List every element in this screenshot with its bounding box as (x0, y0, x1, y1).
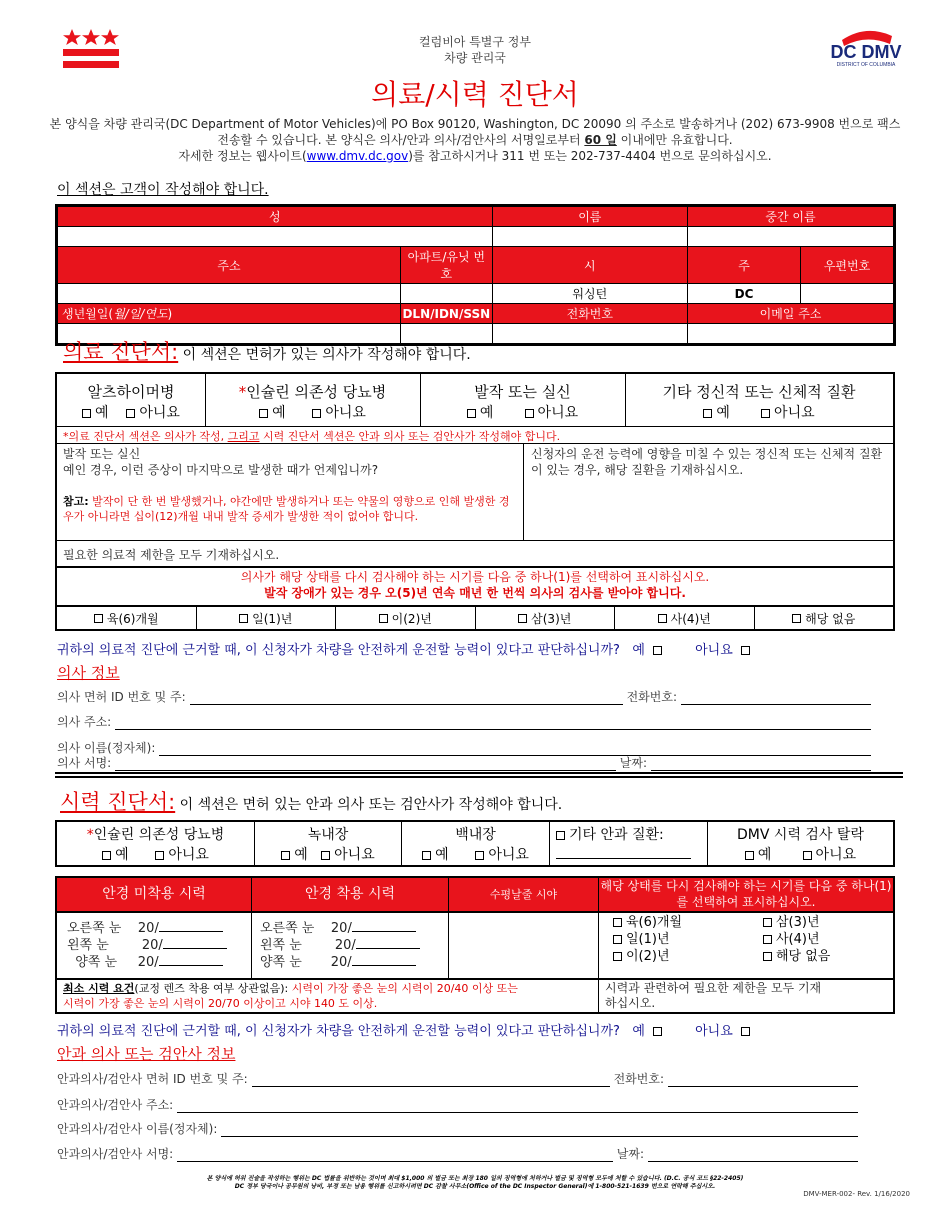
cor-right-prefix: 20/ (330, 921, 352, 936)
glaucoma-no: 아니요 (334, 847, 375, 863)
intro-line-3b: )를 참고하시거나 311 번 또는 202-737-4404 번으로 문의하십시오. (408, 149, 772, 163)
medical-periods (57, 607, 893, 629)
label-phone: 전화번호 (492, 304, 687, 324)
vcond-glaucoma-label: 녹내장 (307, 827, 349, 843)
eye-name-label: 안과의사/검안사 이름(정자체): (57, 1122, 218, 1136)
uncorrected-header: 안경 미착용 시력 (57, 878, 252, 911)
vis-period-5-label: 해당 없음 (776, 949, 831, 964)
unc-left-label: 왼쪽 눈 (67, 938, 109, 953)
email-field[interactable] (688, 324, 895, 345)
min-paren: (교정 렌즈 착용 여부 상관없음): (134, 982, 289, 995)
vcond-fail (708, 822, 893, 865)
doctor-address-row (57, 713, 875, 730)
vision-fit-yes-checkbox[interactable] (653, 1027, 662, 1036)
unc-right-label: 오른쪽 눈 (67, 921, 122, 936)
eye-date-field[interactable] (648, 1149, 858, 1162)
cataract-no-checkbox[interactable] (475, 851, 484, 860)
unc-both-prefix: 20/ (137, 955, 159, 970)
med-period-5-label: 해당 없음 (805, 611, 856, 626)
medical-fit-no-checkbox[interactable] (741, 646, 750, 655)
form-id: DMV-MER-002- Rev. 1/16/2020 (803, 1190, 910, 1198)
unc-both-field[interactable] (159, 954, 223, 966)
middle-name-field[interactable] (688, 227, 895, 247)
fail-no-checkbox[interactable] (803, 851, 812, 860)
label-last-name: 성 (57, 206, 493, 227)
vision-acuity-box (55, 876, 895, 1014)
label-dln: DLN/IDN/SSN (401, 304, 493, 324)
eye-address-row (57, 1096, 862, 1113)
label-middle-name: 중간 이름 (688, 206, 895, 227)
eye-address-label: 안과의사/검안사 주소: (57, 1098, 174, 1112)
eye-sign-field[interactable] (177, 1149, 613, 1162)
vis-period-4-label: 사(4)년 (776, 932, 820, 947)
glaucoma-no-checkbox[interactable] (321, 851, 330, 860)
doctor-phone-label: 전화번호: (626, 690, 677, 704)
alz-no-label: 아니요 (139, 405, 180, 421)
medical-recheck-2: 발작 장애가 있는 경우 오(5)년 연속 매년 한 번씩 의사의 검사를 받아야 합니다. (264, 586, 686, 600)
vis-period-2-label: 이(2)년 (626, 949, 670, 964)
unc-right-field[interactable] (159, 920, 223, 932)
seizure-q1: 발작 또는 실신 (63, 447, 141, 461)
med-period-4[interactable] (615, 607, 755, 629)
vcond-other-field[interactable] (556, 844, 691, 859)
medical-note (63, 428, 560, 444)
medical-fit-question (57, 639, 754, 658)
medical-recheck (57, 569, 893, 601)
label-city: 시 (492, 247, 687, 284)
seizure-yes-label: 예 (479, 405, 494, 421)
agency-name: 차량 관리국 (444, 51, 506, 65)
customer-table (55, 204, 896, 346)
alz-no-checkbox[interactable] (126, 409, 135, 418)
unc-right-prefix: 20/ (137, 921, 159, 936)
website-link[interactable]: www.dmv.dc.gov (306, 149, 409, 163)
cor-left-label: 왼쪽 눈 (260, 938, 302, 953)
medical-fit-yes-checkbox[interactable] (653, 646, 662, 655)
intro-line-2c: 이내에만 유효합니다. (616, 133, 733, 147)
reference-label: 참고: (63, 495, 89, 508)
cond-alzheimers (57, 374, 206, 426)
cond-alzheimers-label: 알츠하이머병 (87, 383, 175, 401)
medical-note-c: 시력 진단서 섹션은 안과 의사 또는 검안사가 작성해야 합니다. (259, 430, 561, 443)
vcond-cataract (402, 822, 550, 865)
insulin-no-checkbox[interactable] (312, 409, 321, 418)
vcond-cataract-label: 백내장 (455, 827, 496, 843)
label-dob-close: ) (167, 307, 173, 321)
med-period-4-label: 사(4)년 (670, 611, 711, 626)
cond-other (625, 374, 893, 426)
label-dob (57, 304, 401, 324)
other-yes-label: 예 (716, 405, 730, 421)
seizure-reference (63, 494, 513, 524)
eye-phone-field[interactable] (668, 1074, 858, 1087)
vision-restrictions[interactable]: 시력과 관련하여 필요한 제한을 모두 기재하십시오. (605, 981, 822, 1010)
cataract-yes-checkbox[interactable] (422, 851, 431, 860)
vcond-insulin-no: 아니요 (168, 847, 209, 863)
city-value: 워싱턴 (492, 284, 687, 304)
vis-period-2[interactable] (613, 948, 763, 965)
apt-field[interactable] (401, 284, 493, 304)
eye-name-field[interactable] (221, 1124, 858, 1137)
cor-left-field[interactable] (356, 937, 420, 949)
med-period-1[interactable] (197, 607, 337, 629)
cond-insulin-star: * (238, 383, 247, 401)
vis-period-3-label: 삼(3)년 (776, 915, 820, 930)
min-red-1: 시력이 가장 좋은 눈의 시력이 20/40 이상 또는 (288, 982, 518, 995)
doctor-name-label: 의사 이름(정자체): (57, 741, 156, 755)
uncorrected-values (67, 920, 227, 971)
horizontal-header: 수평날줄 시야 (449, 878, 599, 911)
vision-fit-yes-label: 예 (632, 1024, 645, 1039)
vision-periods (613, 914, 893, 965)
doctor-sign-field[interactable] (115, 758, 616, 771)
doctor-address-label: 의사 주소: (57, 715, 112, 729)
vis-period-1-label: 일(1)년 (626, 932, 670, 947)
label-dob-format: 월/일/연도 (113, 307, 168, 321)
vision-fit-no-label: 아니요 (695, 1024, 733, 1039)
medical-subheading: 이 섹션은 면허가 있는 의사가 작성해야 합니다. (178, 347, 471, 363)
vis-period-3[interactable] (763, 914, 820, 931)
vcond-other-checkbox[interactable] (556, 831, 565, 840)
vis-period-1[interactable] (613, 931, 763, 948)
other-no-label: 아니요 (774, 405, 815, 421)
address-field[interactable] (57, 284, 401, 304)
medical-note-a: *의료 진단서 섹션은 의사가 작성, (63, 430, 228, 443)
med-period-1-label: 일(1)년 (252, 611, 293, 626)
intro-line-3a: 자세한 정보는 웹사이트( (178, 149, 307, 163)
unc-both-label: 양쪽 눈 (75, 955, 118, 970)
doctor-date-label: 날짜: (619, 756, 647, 770)
logo-subtext: DISTRICT OF COLUMBIA (836, 62, 896, 68)
logo-text: DC DMV (830, 42, 902, 62)
vcond-insulin-no-checkbox[interactable] (155, 851, 164, 860)
alz-yes-label: 예 (95, 405, 109, 421)
med-period-2-label: 이(2)년 (391, 611, 432, 626)
corrected-header: 안경 착용 시력 (252, 878, 449, 911)
fail-no: 아니요 (815, 847, 857, 863)
validity-days: 60 일 (584, 133, 617, 147)
medical-fit-yes-label: 예 (632, 643, 645, 658)
label-zip: 우편번호 (801, 247, 895, 284)
vision-heading-title: 시력 진단서: (60, 790, 176, 814)
cond-insulin-label: 인슐린 의존성 당뇨병 (246, 383, 387, 401)
label-apt: 아파트/유닛 번호 (401, 247, 493, 284)
cor-both-field[interactable] (352, 954, 416, 966)
section-divider (55, 772, 903, 778)
vcond-insulin-label: 인슐린 의존성 당뇨병 (93, 827, 225, 843)
vision-heading (60, 786, 562, 816)
med-period-3[interactable] (476, 607, 616, 629)
cor-both-prefix: 20/ (330, 955, 352, 970)
vcond-fail-label: DMV 시력 검사 탈락 (737, 827, 864, 843)
medical-box (55, 372, 895, 631)
legal-footer (150, 1175, 800, 1191)
customer-section-title: 이 섹션은 고객이 작성해야 합니다. (57, 182, 269, 198)
med-period-0-label: 육(6)개월 (106, 611, 159, 626)
glaucoma-yes-checkbox[interactable] (281, 851, 290, 860)
vision-subheading: 이 섹션은 면허 있는 안과 의사 또는 검안사가 작성해야 합니다. (175, 797, 563, 813)
fail-yes-checkbox[interactable] (745, 851, 754, 860)
glaucoma-yes: 예 (294, 847, 308, 863)
cor-both-label: 양쪽 눈 (260, 955, 302, 970)
medical-heading-title: 의료 진단서: (63, 340, 179, 364)
cond-seizure (420, 374, 626, 426)
cataract-yes: 예 (435, 847, 449, 863)
last-name-field[interactable] (57, 227, 493, 247)
vision-conditions (55, 820, 895, 867)
other-no-checkbox[interactable] (761, 409, 770, 418)
cor-right-label: 오른쪽 눈 (260, 921, 315, 936)
intro-line-1: 본 양식을 차량 관리국(DC Department of Motor Vehicles)에 PO Box 90120, Washington, DC 20090 의 주소로 발송하거나 (202) 673-9908 번으로 팩스 (49, 117, 901, 131)
vcond-insulin-yes: 예 (115, 847, 129, 863)
cond-other-label: 기타 정신적 또는 신체적 질환 (662, 383, 856, 401)
vcond-insulin-yes-checkbox[interactable] (102, 851, 111, 860)
vcond-glaucoma (255, 822, 402, 865)
condition-question: 신청자의 운전 능력에 영향을 미칠 수 있는 정신적 또는 신체적 질환이 있는 경우, 해당 질환을 기재하십시오. (531, 447, 883, 477)
doctor-sign-row (57, 754, 875, 771)
vcond-insulin (57, 822, 255, 865)
vcond-other-label: 기타 안과 질환: (569, 827, 664, 843)
eye-sign-row (57, 1145, 862, 1162)
seizure-no-checkbox[interactable] (525, 409, 534, 418)
seizure-yes-checkbox[interactable] (467, 409, 476, 418)
med-period-0[interactable] (57, 607, 197, 629)
vcond-insulin-star: * (86, 827, 94, 843)
insulin-yes-checkbox[interactable] (259, 409, 268, 418)
med-period-5[interactable] (755, 607, 894, 629)
intro-line-3 (40, 148, 910, 164)
eye-address-field[interactable] (177, 1100, 858, 1113)
med-period-2[interactable] (336, 607, 476, 629)
intro-line-2a: 전송할 수 있습니다. 본 양식은 의사/안과 의사/검안사의 서명일로부터 (217, 133, 585, 147)
seizure-no-label: 아니요 (537, 405, 579, 421)
reference-text: 발작이 단 한 번 발생했거나, 야간에만 발생하거나 또는 약물의 영향으로 인해 발생한 경우가 아니라면 십이(12)개월 내내 발작 증세가 발생한 적이 없어야 합니다. (63, 495, 510, 523)
label-dob-text: 생년월일( (62, 307, 114, 321)
label-email: 이메일 주소 (688, 304, 895, 324)
insulin-no-label: 아니요 (325, 405, 366, 421)
cond-seizure-label: 발작 또는 실신 (474, 383, 571, 401)
doctor-sign-label: 의사 서명: (57, 756, 112, 770)
doctor-date-field[interactable] (651, 758, 871, 771)
eye-doctor-info-heading: 안과 의사 또는 검안사 정보 (57, 1045, 236, 1063)
corrected-values (260, 920, 420, 971)
vis-period-5[interactable] (763, 948, 830, 965)
legal-line-1: 본 양식에 허위 진술을 작성하는 행위는 DC 법률을 위반하는 것이며 최대 $1,000 의 벌금 또는 최장 180 일의 징역형에 처하거나 벌금 및 징역형 모두에 처할 수 있습니다. (D.C. 공식 코드 §22-2405) (206, 1175, 744, 1182)
min-label: 최소 시력 요건 (63, 982, 135, 995)
first-name-field[interactable] (492, 227, 687, 247)
label-address: 주소 (57, 247, 401, 284)
phone-field[interactable] (492, 324, 687, 345)
doctor-info-heading: 의사 정보 (57, 664, 120, 682)
medical-recheck-1: 의사가 해당 상태를 다시 검사해야 하는 시기를 다음 중 하나(1)를 선택하여 표시하십시오. (240, 570, 710, 584)
intro-line-2 (40, 132, 910, 148)
other-yes-checkbox[interactable] (703, 409, 712, 418)
vis-period-0-label: 육(6)개월 (626, 915, 683, 930)
doctor-license-label: 의사 면허 ID 번호 및 주: (57, 690, 186, 704)
zip-field[interactable] (801, 284, 895, 304)
min-vision-requirement (63, 981, 593, 1011)
government-name: 컬럼비아 특별구 정부 (419, 35, 531, 49)
med-period-3-label: 삼(3)년 (531, 611, 572, 626)
vis-period-0[interactable] (613, 914, 763, 931)
medical-note-b: 그리고 (227, 430, 260, 443)
dc-dmv-logo (830, 26, 902, 68)
cataract-no: 아니요 (488, 847, 529, 863)
cond-insulin (205, 374, 421, 426)
unc-left-prefix: 20/ (141, 938, 163, 953)
unc-left-field[interactable] (163, 937, 227, 949)
seizure-question (63, 446, 515, 478)
cor-left-prefix: 20/ (334, 938, 356, 953)
doctor-license-field[interactable] (190, 692, 623, 705)
legal-line-2: DC 정부 당국이나 공무원의 낭비, 부정 또는 남용 행위를 신고하시려면 DC 감찰 사무소(Office of the DC Inspector General)에 1-800-521-1639 번으로 연락해 주십시오. (234, 1183, 716, 1190)
label-state: 주 (688, 247, 801, 284)
eye-license-label: 안과의사/검안사 면허 ID 번호 및 주: (57, 1072, 248, 1086)
eye-sign-label: 안과의사/검안사 서명: (57, 1147, 174, 1161)
intro-text (40, 116, 910, 164)
eye-license-field[interactable] (252, 1074, 610, 1087)
state-value: DC (688, 284, 801, 304)
label-first-name: 이름 (492, 206, 687, 227)
insulin-yes-label: 예 (272, 405, 286, 421)
medical-fit-text: 귀하의 의료적 진단에 근거할 때, 이 신청자가 차량을 안전하게 운전할 능력이 있다고 판단하십니까? (57, 643, 620, 658)
medical-heading (63, 336, 471, 366)
vision-fit-no-checkbox[interactable] (741, 1027, 750, 1036)
eye-name-row (57, 1120, 862, 1137)
vision-recheck-header: 해당 상태를 다시 검사해야 하는 시기를 다음 중 하나(1)를 선택하여 표시하십시오. (600, 879, 892, 909)
vision-fit-text: 귀하의 의료적 진단에 근거할 때, 이 신청자가 차량을 안전하게 운전할 능력이 있다고 판단하십니까? (57, 1024, 620, 1039)
min-red-2: 시력이 가장 좋은 눈의 시력이 20/70 이상이고 시야 140 도 이상. (63, 997, 378, 1010)
doctor-address-field[interactable] (115, 717, 871, 730)
medical-fit-no-label: 아니요 (695, 643, 733, 658)
eye-license-row (57, 1070, 862, 1087)
eye-date-label: 날짜: (616, 1147, 644, 1161)
cor-right-field[interactable] (352, 920, 416, 932)
fail-yes: 예 (757, 847, 772, 863)
page-title: 의료/시력 진단서 (371, 78, 579, 111)
doctor-license-row (57, 688, 875, 705)
alz-yes-checkbox[interactable] (82, 409, 91, 418)
vcond-other (550, 822, 708, 865)
eye-phone-label: 전화번호: (613, 1072, 664, 1086)
medical-restrictions[interactable]: 필요한 의료적 제한을 모두 기재하십시오. (63, 548, 280, 562)
doctor-phone-field[interactable] (681, 692, 871, 705)
vision-fit-question (57, 1020, 754, 1039)
seizure-q2: 예인 경우, 이런 증상이 마지막으로 발생한 때가 언제입니까? (63, 463, 379, 477)
vis-period-4[interactable] (763, 931, 820, 948)
